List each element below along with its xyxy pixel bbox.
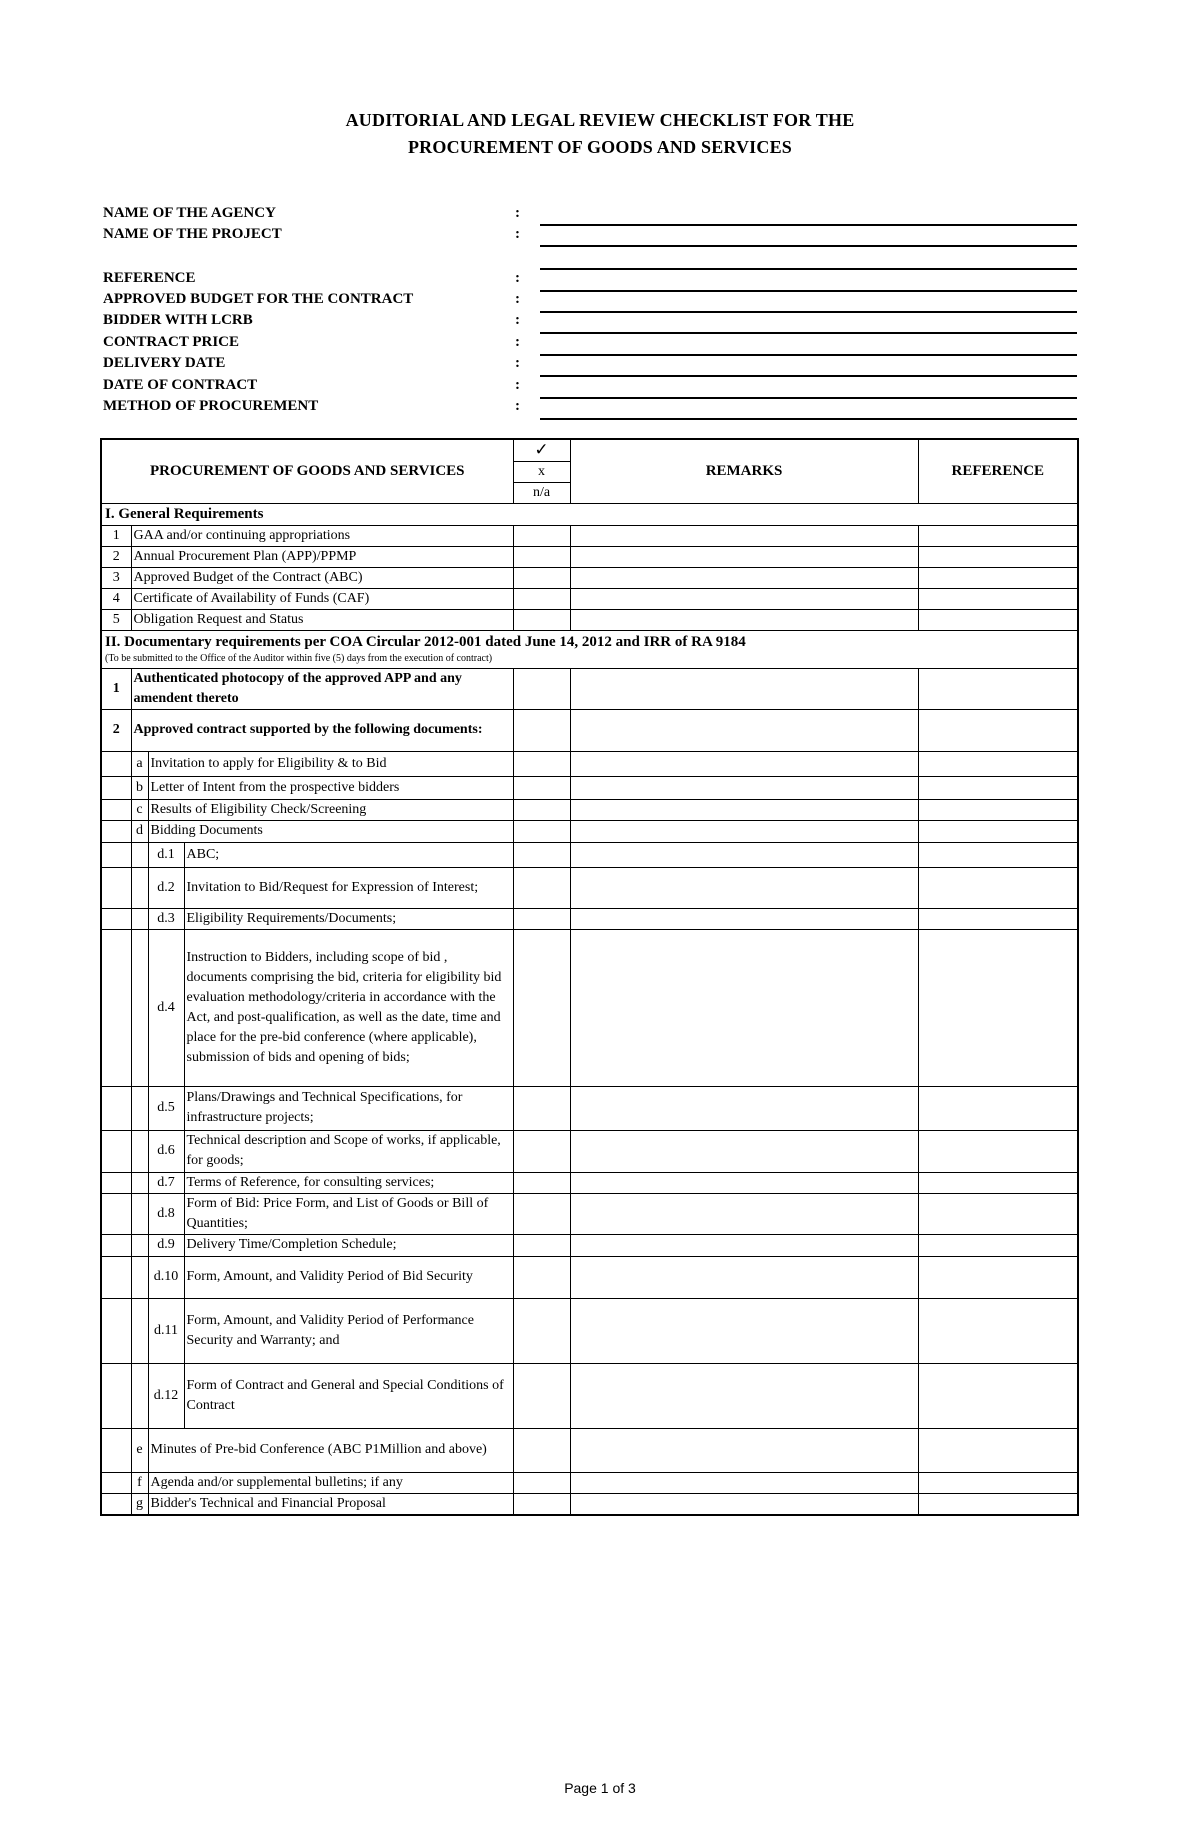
reference-cell[interactable] (918, 908, 1078, 929)
table-row (101, 1428, 1078, 1472)
table-row (101, 751, 1078, 776)
status-cell[interactable] (513, 609, 570, 630)
remarks-cell[interactable] (570, 1130, 918, 1172)
colon: : (515, 377, 520, 393)
row-letter: d (131, 820, 148, 842)
delivery-label: DELIVERY DATE (103, 355, 226, 371)
reference-cell[interactable] (918, 1298, 1078, 1363)
colon: : (515, 205, 520, 221)
remarks-cell[interactable] (570, 1363, 918, 1428)
row-subnumber: d.5 (148, 1086, 184, 1130)
abc-label: APPROVED BUDGET FOR THE CONTRACT (103, 291, 414, 307)
column-header-reference: REFERENCE (918, 439, 1078, 503)
section-note: (To be submitted to the Office of the Auditor within five (5) days from the execution of contract) (105, 653, 493, 664)
price-field[interactable] (540, 354, 1077, 356)
remarks-cell[interactable] (570, 668, 918, 709)
extra-field-line[interactable] (540, 268, 1077, 270)
table-row (101, 668, 1078, 709)
remarks-cell[interactable] (570, 1086, 918, 1130)
reference-cell[interactable] (918, 567, 1078, 588)
row-text: Authenticated photocopy of the approved APP and any amendent thereto (131, 668, 513, 709)
colon: : (515, 291, 520, 307)
reference-cell[interactable] (918, 1172, 1078, 1193)
table-row (101, 867, 1078, 908)
page-number: Page 1 of 3 (564, 1780, 636, 1796)
reference-cell[interactable] (918, 929, 1078, 1086)
table-row (101, 1234, 1078, 1256)
colon: : (515, 312, 520, 328)
table-row (101, 709, 1078, 751)
table-row (101, 908, 1078, 929)
row-subnumber: d.6 (148, 1130, 184, 1172)
row-text: Bidder's Technical and Financial Proposal (148, 1493, 513, 1515)
row-letter: b (131, 776, 148, 799)
row-subnumber: d.9 (148, 1234, 184, 1256)
row-text: Terms of Reference, for consulting services; (184, 1172, 513, 1193)
row-text: Bidding Documents (148, 820, 513, 842)
reference-cell[interactable] (918, 668, 1078, 709)
status-cell[interactable] (513, 1363, 570, 1428)
row-subnumber: d.2 (148, 867, 184, 908)
contract-date-field[interactable] (540, 397, 1077, 399)
reference-field[interactable] (540, 290, 1077, 292)
reference-cell[interactable] (918, 609, 1078, 630)
reference-cell[interactable] (918, 709, 1078, 751)
reference-cell[interactable] (918, 525, 1078, 546)
status-cell[interactable] (513, 1472, 570, 1493)
status-cell[interactable] (513, 908, 570, 929)
remarks-cell[interactable] (570, 546, 918, 567)
reference-cell[interactable] (918, 1472, 1078, 1493)
section-documentary-requirements (101, 630, 1078, 668)
status-cell[interactable] (513, 799, 570, 820)
row-text: Eligibility Requirements/Documents; (184, 908, 513, 929)
row-letter: c (131, 799, 148, 820)
row-text: Invitation to Bid/Request for Expression of Interest; (184, 867, 513, 908)
table-row (101, 546, 1078, 567)
row-number: 5 (101, 609, 131, 630)
reference-cell[interactable] (918, 1086, 1078, 1130)
remarks-cell[interactable] (570, 1493, 918, 1515)
row-letter: f (131, 1472, 148, 1493)
status-cell[interactable] (513, 1172, 570, 1193)
table-row (101, 567, 1078, 588)
remarks-cell[interactable] (570, 1172, 918, 1193)
status-cell[interactable] (513, 525, 570, 546)
row-text: Obligation Request and Status (131, 609, 513, 630)
checklist-table (100, 438, 1079, 1516)
status-cell[interactable] (513, 668, 570, 709)
column-header-remarks: REMARKS (570, 439, 918, 503)
table-row (101, 1130, 1078, 1172)
price-label: CONTRACT PRICE (103, 334, 239, 350)
abc-field[interactable] (540, 311, 1077, 313)
row-text: Technical description and Scope of works, if applicable, for goods; (184, 1130, 513, 1172)
remarks-cell[interactable] (570, 1193, 918, 1234)
reference-cell[interactable] (918, 842, 1078, 867)
reference-cell[interactable] (918, 546, 1078, 567)
table-row (101, 799, 1078, 820)
reference-cell[interactable] (918, 588, 1078, 609)
table-row (101, 1086, 1078, 1130)
method-field[interactable] (540, 418, 1077, 420)
reference-cell[interactable] (918, 776, 1078, 799)
row-text: Instruction to Bidders, including scope of bid , documents comprising the bid, criteria for eligibility bid evaluation methodology/criteria in accordance with the Act, and post-qualification, as well as the date, time and place for the pre-bid conference (where applicable), submission of bids and opening of bids; (184, 929, 513, 1086)
reference-cell[interactable] (918, 1428, 1078, 1472)
remarks-cell[interactable] (570, 1234, 918, 1256)
colon: : (515, 270, 520, 286)
status-cell[interactable] (513, 929, 570, 1086)
row-number: 4 (101, 588, 131, 609)
remarks-cell[interactable] (570, 751, 918, 776)
remarks-cell[interactable] (570, 609, 918, 630)
check-mark-icon: ✓ (513, 439, 570, 461)
reference-cell[interactable] (918, 1234, 1078, 1256)
row-number: 3 (101, 567, 131, 588)
remarks-cell[interactable] (570, 1428, 918, 1472)
row-text: Plans/Drawings and Technical Specifications, for infrastructure projects; (184, 1086, 513, 1130)
row-text: ABC; (184, 842, 513, 867)
remarks-cell[interactable] (570, 776, 918, 799)
status-cell[interactable] (513, 842, 570, 867)
status-cell[interactable] (513, 867, 570, 908)
remarks-cell[interactable] (570, 929, 918, 1086)
delivery-field[interactable] (540, 375, 1077, 377)
row-text: Minutes of Pre-bid Conference (ABC P1Million and above) (148, 1428, 513, 1472)
row-text: Form, Amount, and Validity Period of Performance Security and Warranty; and (184, 1298, 513, 1363)
reference-cell[interactable] (918, 751, 1078, 776)
x-mark-icon: x (513, 461, 570, 482)
table-row (101, 588, 1078, 609)
status-cell[interactable] (513, 751, 570, 776)
status-cell[interactable] (513, 1193, 570, 1234)
reference-cell[interactable] (918, 820, 1078, 842)
reference-label: REFERENCE (103, 270, 196, 286)
remarks-cell[interactable] (570, 1298, 918, 1363)
status-cell[interactable] (513, 1428, 570, 1472)
row-letter: e (131, 1428, 148, 1472)
row-letter: g (131, 1493, 148, 1515)
remarks-cell[interactable] (570, 1472, 918, 1493)
status-cell[interactable] (513, 588, 570, 609)
reference-cell[interactable] (918, 1193, 1078, 1234)
table-row (101, 929, 1078, 1086)
remarks-cell[interactable] (570, 567, 918, 588)
status-cell[interactable] (513, 1130, 570, 1172)
contract-date-label: DATE OF CONTRACT (103, 377, 258, 393)
row-text: Form of Bid: Price Form, and List of Goods or Bill of Quantities; (184, 1193, 513, 1234)
status-cell[interactable] (513, 776, 570, 799)
reference-cell[interactable] (918, 1130, 1078, 1172)
reference-cell[interactable] (918, 1256, 1078, 1298)
colon: : (515, 398, 520, 414)
remarks-cell[interactable] (570, 908, 918, 929)
status-cell[interactable] (513, 1298, 570, 1363)
status-cell[interactable] (513, 1086, 570, 1130)
row-subnumber: d.11 (148, 1298, 184, 1363)
row-text: Form of Contract and General and Special Conditions of Contract (184, 1363, 513, 1428)
row-number: 2 (101, 546, 131, 567)
table-row (101, 609, 1078, 630)
section-general-requirements: I. General Requirements (101, 503, 1078, 525)
project-label: NAME OF THE PROJECT (103, 226, 282, 242)
bidder-field[interactable] (540, 332, 1077, 334)
row-text: Certificate of Availability of Funds (CAF) (131, 588, 513, 609)
bidder-label: BIDDER WITH LCRB (103, 312, 253, 328)
colon: : (515, 334, 520, 350)
remarks-cell[interactable] (570, 525, 918, 546)
status-cell[interactable] (513, 709, 570, 751)
row-number: 2 (101, 709, 131, 751)
row-subnumber: d.8 (148, 1193, 184, 1234)
remarks-cell[interactable] (570, 842, 918, 867)
section-title: II. Documentary requirements per COA Circular 2012-001 dated June 14, 2012 and IRR of RA 9184 (105, 634, 746, 650)
remarks-cell[interactable] (570, 799, 918, 820)
remarks-cell[interactable] (570, 709, 918, 751)
row-text: Agenda and/or supplemental bulletins; if any (148, 1472, 513, 1493)
colon: : (515, 226, 520, 242)
row-subnumber: d.10 (148, 1256, 184, 1298)
na-mark: n/a (513, 482, 570, 503)
reference-cell[interactable] (918, 799, 1078, 820)
method-label: METHOD OF PROCUREMENT (103, 398, 319, 414)
row-text: Annual Procurement Plan (APP)/PPMP (131, 546, 513, 567)
status-cell[interactable] (513, 820, 570, 842)
table-row (101, 1298, 1078, 1363)
title-line-1: AUDITORIAL AND LEGAL REVIEW CHECKLIST FOR THE (345, 110, 855, 130)
status-cell[interactable] (513, 567, 570, 588)
table-row (101, 1472, 1078, 1493)
table-row (101, 1172, 1078, 1193)
row-subnumber: d.12 (148, 1363, 184, 1428)
row-text: GAA and/or continuing appropriations (131, 525, 513, 546)
table-row (101, 525, 1078, 546)
table-row (101, 776, 1078, 799)
row-subnumber: d.1 (148, 842, 184, 867)
row-number: 1 (101, 668, 131, 709)
agency-field[interactable] (540, 224, 1077, 226)
row-text: Approved contract supported by the following documents: (131, 709, 513, 751)
remarks-cell[interactable] (570, 867, 918, 908)
status-cell[interactable] (513, 1256, 570, 1298)
agency-label: NAME OF THE AGENCY (103, 205, 276, 221)
table-row (101, 820, 1078, 842)
table-row (101, 1256, 1078, 1298)
row-number: 1 (101, 525, 131, 546)
status-cell[interactable] (513, 1493, 570, 1515)
colon: : (515, 355, 520, 371)
status-cell[interactable] (513, 546, 570, 567)
status-cell[interactable] (513, 1234, 570, 1256)
row-subnumber: d.7 (148, 1172, 184, 1193)
remarks-cell[interactable] (570, 588, 918, 609)
title-line-2: PROCUREMENT OF GOODS AND SERVICES (407, 137, 793, 157)
table-row (101, 1493, 1078, 1515)
column-header-procurement: PROCUREMENT OF GOODS AND SERVICES (101, 439, 513, 503)
row-text: Form, Amount, and Validity Period of Bid Security (184, 1256, 513, 1298)
row-text: Results of Eligibility Check/Screening (148, 799, 513, 820)
remarks-cell[interactable] (570, 820, 918, 842)
reference-cell[interactable] (918, 1493, 1078, 1515)
row-letter: a (131, 751, 148, 776)
reference-cell[interactable] (918, 867, 1078, 908)
reference-cell[interactable] (918, 1363, 1078, 1428)
table-row (101, 1363, 1078, 1428)
table-row (101, 842, 1078, 867)
row-text: Approved Budget of the Contract (ABC) (131, 567, 513, 588)
row-subnumber: d.4 (148, 929, 184, 1086)
remarks-cell[interactable] (570, 1256, 918, 1298)
row-text: Delivery Time/Completion Schedule; (184, 1234, 513, 1256)
project-field[interactable] (540, 245, 1077, 247)
row-text: Invitation to apply for Eligibility & to Bid (148, 751, 513, 776)
table-row (101, 1193, 1078, 1234)
row-subnumber: d.3 (148, 908, 184, 929)
row-text: Letter of Intent from the prospective bidders (148, 776, 513, 799)
